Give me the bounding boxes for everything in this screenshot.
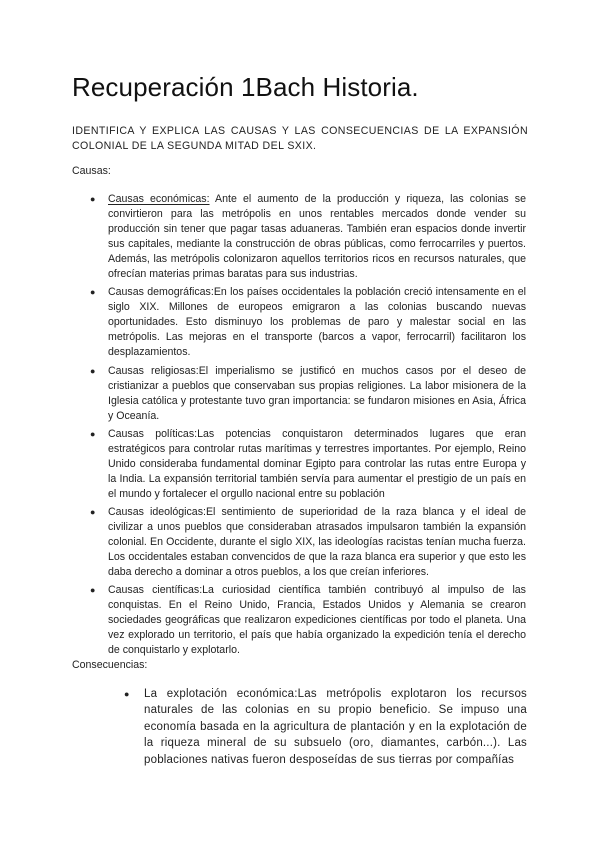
- consequences-section-label: Consecuencias:: [72, 659, 148, 671]
- list-item-causes-scientific: [90, 583, 526, 658]
- list-item-causes-demographic: [90, 285, 526, 360]
- bullet-icon: ●: [124, 689, 130, 699]
- list-item-heading: La explotación económica:: [144, 688, 298, 700]
- causes-section-label: Causas:: [72, 165, 111, 177]
- bullet-icon: ●: [90, 506, 96, 517]
- list-item-causes-ideological: [90, 505, 527, 580]
- list-item-text: La curiosidad científica también contribuyó al impulso de las conquistas. En el Reino Unido, Francia, Estados Unidos y Alemania se crearon sociedades geográficas que realizaron expediciones científicas por todo el planeta. Una vez explorado un territorio, el país que había organizado la expedición tenía el derecho de conquistarlo y explotarlo.: [108, 584, 526, 657]
- list-item-causes-religious: [90, 364, 527, 424]
- bullet-icon: ●: [90, 287, 96, 298]
- bullet-icon: ●: [90, 365, 96, 376]
- list-item-heading: Causas demográficas:: [108, 286, 214, 299]
- document-title: Recuperación 1Bach Historia.: [72, 72, 419, 102]
- consequences-list: [124, 686, 527, 771]
- list-item-heading: Causas políticas:: [108, 427, 198, 440]
- bullet-icon: ●: [90, 428, 96, 439]
- list-item-heading: Causas religiosas:: [108, 364, 199, 377]
- bullet-icon: ●: [90, 194, 96, 204]
- list-item-heading: Causas ideológicas:: [108, 505, 206, 518]
- list-item-text: Las potencias conquistaron determinados lugares que eran estratégicos para controlar rutas marítimas y terrestres importantes. Por ejemplo, Reino Unido consideraba fundamental dominar Egipto para controlar las rutas entre Europa y la India. La expansión territorial también servía para aumentar el prestigio de un país en el mundo y fortalecer el orgullo nacional entre su población: [108, 427, 527, 500]
- list-item-text: El sentimiento de superioridad de la raza blanca y el ideal de civilizar a unos pueblos que consideraban atrasados impulsaron también la expansión colonial. En Occidente, durante el siglo XIX, las ideologías racistas tenían mucha fuerza. Los occidentales estaban convencidos de que la raza blanca era superior y que esto les daba derecho a dominar a otros pueblos, a los que creían inferiores.: [108, 505, 527, 579]
- list-item-text: Las metrópolis explotaron los recursos naturales de las colonias en su propio beneficio. Se impuso una economía basada en la agricultura de plantación y en la explotación de la riqueza mineral de su subsuelo (oro, diamantes, carbón...). Las poblaciones nativas fueron desposeídas de sus tierras por compañías: [144, 688, 527, 766]
- list-item-heading: Causas científicas:: [108, 584, 203, 597]
- list-item-causes-political: [90, 427, 527, 502]
- assignment-prompt: IDENTIFICA Y EXPLICA LAS CAUSAS Y LAS CONSECUENCIAS DE LA EXPANSIÓN COLONIAL DE LA SEGUNDA MITAD DEL SXIX.: [72, 125, 528, 152]
- list-item-text: El imperialismo se justificó en muchos casos por el deseo de cristianizar a pueblos que conservaban sus propias religiones. La labor misionera de la Iglesia católica y protestante tuvo gran importancia: se fundaron misiones en Asia, África y Oceanía.: [108, 364, 527, 422]
- bullet-icon: ●: [90, 585, 96, 596]
- list-item-causes-economic: [90, 192, 526, 282]
- list-item-text: En los países occidentales la población creció intensamente en el siglo XIX. Millones de europeos emigraron a las colonias buscando nuevas oportunidades. Esto disminuyo los problemas de paro y malestar social en las metrópolis. Las mejoras en el transporte (barcos a vapor, ferrocarril) facilitaron los desplazamientos.: [108, 286, 526, 359]
- list-item-consequences-economic: [124, 686, 527, 768]
- causes-list: [90, 192, 527, 661]
- list-item-heading: Causas económicas:: [108, 193, 210, 205]
- list-item-text: Ante el aumento de la producción y riqueza, las colonias se convirtieron para las metrópolis en unos rentables mercados donde vender su producción sin tener que pagar tasas aduaneras. También eran espacios donde invertir sus capitales, mediante la construcción de obras públicas, como ferrocarriles y puertos. Además, las metrópolis colonizaron aquellos territorios ricos en recursos naturales, que ofrecían materias primas baratas para sus industrias.: [108, 193, 526, 281]
